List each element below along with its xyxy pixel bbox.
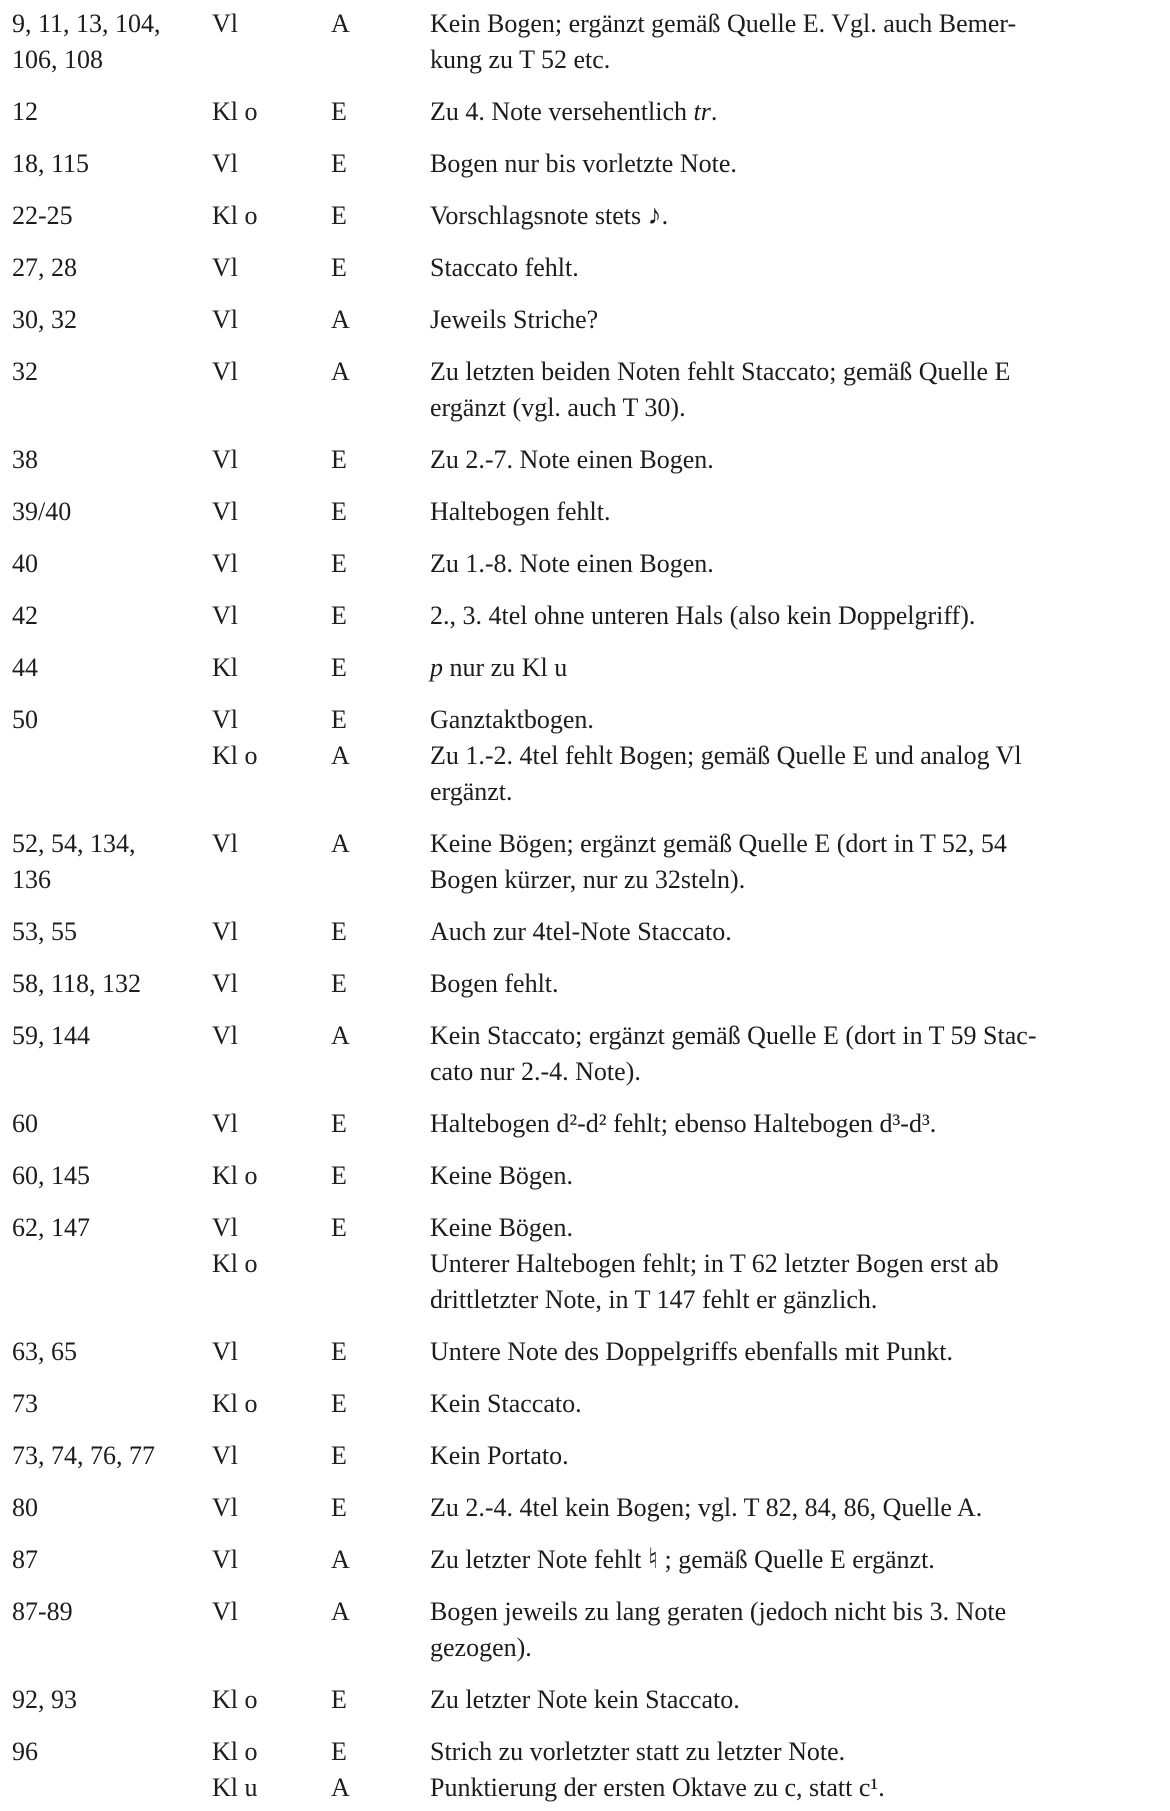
remark-cell — [404, 442, 1146, 478]
remark-line: cato nur 2.-4. Note). — [430, 1057, 641, 1086]
report-row — [0, 966, 1170, 1002]
measure-cell: 53, 55 — [12, 917, 77, 946]
remark-line: ergänzt (vgl. auch T 30). — [430, 393, 686, 422]
instrument-cell: Vl — [212, 253, 238, 282]
source-cell: E — [331, 497, 347, 526]
source-cell: E — [331, 1441, 347, 1470]
source-cell: A — [331, 1021, 350, 1050]
source-cell: E — [331, 1685, 347, 1714]
remark-line: drittletzter Note, in T 147 fehlt er gänzlich. — [430, 1285, 878, 1314]
measure-cell: 63, 65 — [12, 1337, 77, 1366]
remark-line: Haltebogen d²-d² fehlt; ebenso Haltebogen d³-d³. — [430, 1109, 937, 1138]
instrument-cell: Vl — [212, 549, 238, 578]
remark-line: Kein Bogen; ergänzt gemäß Quelle E. Vgl. auch Bemer- — [430, 9, 1017, 38]
source-cell: A — [331, 9, 350, 38]
remark-cell — [404, 1438, 1146, 1474]
instrument-cell: Vl — [212, 1493, 238, 1522]
remark-line — [430, 1542, 1146, 1578]
remark-line: Bogen fehlt. — [430, 969, 559, 998]
measure-cell: 30, 32 — [12, 305, 77, 334]
remark-line: gezogen). — [430, 1633, 532, 1662]
report-row — [0, 826, 1170, 898]
remark-text: ; gemäß Quelle E ergänzt. — [658, 1545, 935, 1574]
remark-cell — [404, 1542, 1146, 1578]
remark-cell — [404, 1682, 1146, 1718]
remark-line: Zu 1.-2. 4tel fehlt Bogen; gemäß Quelle E und analog Vl — [430, 741, 1022, 770]
remark-line: kung zu T 52 etc. — [430, 45, 611, 74]
report-row — [0, 1334, 1170, 1370]
remark-line: Staccato fehlt. — [430, 253, 579, 282]
remark-text: nur zu Kl u — [443, 653, 568, 682]
remark-cell — [404, 1106, 1146, 1142]
remark-line — [430, 650, 1146, 686]
instrument-cell: Vl — [212, 1021, 238, 1050]
measure-cell: 18, 115 — [12, 149, 90, 178]
remark-line: Bogen kürzer, nur zu 32steln). — [430, 865, 746, 894]
remark-line: Haltebogen fehlt. — [430, 497, 611, 526]
source-cell: A — [331, 357, 350, 386]
source-cell: E — [331, 601, 347, 630]
remark-cell — [404, 94, 1146, 130]
source-cell: E A — [331, 705, 350, 770]
remark-line: Bogen jeweils zu lang geraten (jedoch nicht bis 3. Note — [430, 1597, 1007, 1626]
report-row — [0, 442, 1170, 478]
measure-cell: 92, 93 — [12, 1685, 77, 1714]
remark-cell — [404, 650, 1146, 686]
remark-cell — [404, 6, 1146, 78]
remark-cell — [404, 1210, 1146, 1318]
report-row — [0, 1542, 1170, 1578]
source-cell: E — [331, 445, 347, 474]
remark-line: Kein Staccato; ergänzt gemäß Quelle E (dort in T 59 Stac- — [430, 1021, 1037, 1050]
source-cell: E — [331, 1389, 347, 1418]
instrument-cell: Vl — [212, 829, 238, 858]
remark-text: Zu 4. Note versehentlich — [430, 97, 694, 126]
report-row — [0, 1158, 1170, 1194]
source-cell: E — [331, 653, 347, 682]
measure-cell: 22-25 — [12, 201, 73, 230]
remark-line: Kein Portato. — [430, 1441, 569, 1470]
remark-cell — [404, 598, 1146, 634]
source-cell: E — [331, 1213, 347, 1242]
remark-cell — [404, 1594, 1146, 1666]
source-cell: E — [331, 1493, 347, 1522]
instrument-cell: Vl — [212, 1597, 238, 1626]
source-cell: E — [331, 1161, 347, 1190]
source-cell: E — [331, 917, 347, 946]
remark-cell — [404, 250, 1146, 286]
instrument-cell: Kl — [212, 653, 238, 682]
report-row — [0, 354, 1170, 426]
report-row — [0, 702, 1170, 810]
measure-cell: 60, 145 — [12, 1161, 90, 1190]
measure-cell: 38 — [12, 445, 38, 474]
instrument-cell: Vl — [212, 9, 238, 38]
source-cell: A — [331, 305, 350, 334]
measure-cell: 32 — [12, 357, 38, 386]
remark-line: Bogen nur bis vorletzte Note. — [430, 149, 737, 178]
report-row — [0, 598, 1170, 634]
italic-term: p — [430, 653, 443, 682]
report-row — [0, 1594, 1170, 1666]
measure-cell: 44 — [12, 653, 38, 682]
remark-line: Auch zur 4tel-Note Staccato. — [430, 917, 732, 946]
measure-cell: 40 — [12, 549, 38, 578]
remark-line: Kein Staccato. — [430, 1389, 582, 1418]
report-row — [0, 650, 1170, 686]
source-cell: E — [331, 201, 347, 230]
source-cell: A — [331, 1545, 350, 1574]
remark-line: Untere Note des Doppelgriffs ebenfalls mit Punkt. — [430, 1337, 954, 1366]
instrument-cell: Vl — [212, 1545, 238, 1574]
measure-cell: 50 — [12, 705, 38, 734]
remark-line — [430, 94, 1146, 130]
remark-line: Keine Bögen; ergänzt gemäß Quelle E (dort in T 52, 54 — [430, 829, 1007, 858]
instrument-cell: Vl — [212, 969, 238, 998]
italic-term: tr — [693, 97, 711, 126]
report-row — [0, 1210, 1170, 1318]
measure-cell: 73, 74, 76, 77 — [12, 1441, 155, 1470]
measure-cell: 9, 11, 13, 104, 106, 108 — [12, 9, 161, 74]
instrument-cell: Vl — [212, 917, 238, 946]
remark-cell — [404, 1734, 1146, 1806]
remark-cell — [404, 826, 1146, 898]
report-row — [0, 198, 1170, 234]
remark-text: . — [710, 97, 718, 126]
instrument-cell: Vl — [212, 1337, 238, 1366]
report-row — [0, 1106, 1170, 1142]
remark-cell — [404, 914, 1146, 950]
remark-cell — [404, 1018, 1146, 1090]
grace-note-icon: ♪ — [647, 200, 662, 231]
instrument-cell: Vl Kl o — [212, 1213, 258, 1278]
source-cell: E — [331, 253, 347, 282]
source-cell: A — [331, 829, 350, 858]
instrument-cell: Kl o — [212, 97, 258, 126]
remark-cell — [404, 966, 1146, 1002]
report-row — [0, 1018, 1170, 1090]
source-cell: E — [331, 969, 347, 998]
measure-cell: 60 — [12, 1109, 38, 1138]
instrument-cell: Kl o — [212, 1685, 258, 1714]
instrument-cell: Vl Kl o — [212, 705, 258, 770]
remark-line: Unterer Haltebogen fehlt; in T 62 letzter Bogen erst ab — [430, 1249, 999, 1278]
remark-line — [430, 198, 1146, 234]
remark-cell — [404, 702, 1146, 810]
measure-cell: 96 — [12, 1737, 38, 1766]
report-row — [0, 1438, 1170, 1474]
measure-cell: 87 — [12, 1545, 38, 1574]
report-row — [0, 546, 1170, 582]
remark-cell — [404, 302, 1146, 338]
remark-cell — [404, 146, 1146, 182]
instrument-cell: Vl — [212, 149, 238, 178]
instrument-cell: Vl — [212, 445, 238, 474]
instrument-cell: Kl o — [212, 1161, 258, 1190]
measure-cell: 39/40 — [12, 497, 72, 526]
remark-cell — [404, 1386, 1146, 1422]
remark-line: Jeweils Striche? — [430, 305, 599, 334]
source-cell: E — [331, 97, 347, 126]
instrument-cell: Vl — [212, 305, 238, 334]
source-cell: E — [331, 149, 347, 178]
instrument-cell: Vl — [212, 1109, 238, 1138]
report-row — [0, 146, 1170, 182]
remark-cell — [404, 1490, 1146, 1526]
instrument-cell: Vl — [212, 601, 238, 630]
remark-line: Zu letzten beiden Noten fehlt Staccato; gemäß Quelle E — [430, 357, 1011, 386]
report-row — [0, 914, 1170, 950]
remark-line: 2., 3. 4tel ohne unteren Hals (also kein Doppelgriff). — [430, 601, 976, 630]
remark-line: Zu letzter Note kein Staccato. — [430, 1685, 740, 1714]
measure-cell: 62, 147 — [12, 1213, 90, 1242]
remark-cell — [404, 494, 1146, 530]
remark-line: Punktierung der ersten Oktave zu c, statt c¹. — [430, 1773, 885, 1802]
report-row — [0, 250, 1170, 286]
measure-cell: 87-89 — [12, 1597, 73, 1626]
remark-line: Ganztaktbogen. — [430, 705, 594, 734]
measure-cell: 80 — [12, 1493, 38, 1522]
measure-cell: 59, 144 — [12, 1021, 90, 1050]
report-row — [0, 1490, 1170, 1526]
remark-line: Keine Bögen. — [430, 1161, 573, 1190]
remark-line: Zu 2.-7. Note einen Bogen. — [430, 445, 714, 474]
instrument-cell: Kl o — [212, 201, 258, 230]
remark-cell — [404, 546, 1146, 582]
source-cell: E — [331, 1109, 347, 1138]
source-cell: E — [331, 1337, 347, 1366]
remark-line: ergänzt. — [430, 777, 513, 806]
report-row — [0, 1734, 1170, 1806]
measure-cell: 42 — [12, 601, 38, 630]
remark-cell — [404, 1334, 1146, 1370]
measure-cell: 12 — [12, 97, 38, 126]
instrument-cell: Kl o Kl u — [212, 1737, 258, 1802]
report-row — [0, 1682, 1170, 1718]
measure-cell: 27, 28 — [12, 253, 77, 282]
report-row — [0, 94, 1170, 130]
measure-cell: 52, 54, 134, 136 — [12, 829, 136, 894]
critical-report-table — [0, 6, 1170, 1806]
remark-cell — [404, 1158, 1146, 1194]
report-row — [0, 1386, 1170, 1422]
report-row — [0, 302, 1170, 338]
remark-text: . — [661, 201, 669, 230]
instrument-cell: Vl — [212, 1441, 238, 1470]
remark-cell — [404, 198, 1146, 234]
report-row — [0, 494, 1170, 530]
source-cell: E A — [331, 1737, 350, 1802]
remark-cell — [404, 354, 1146, 426]
natural-sign-icon: ♮ — [648, 1544, 659, 1575]
remark-line: Zu 1.-8. Note einen Bogen. — [430, 549, 714, 578]
remark-text: Vorschlagsnote stets — [430, 201, 648, 230]
instrument-cell: Vl — [212, 357, 238, 386]
remark-text: Zu letzter Note fehlt — [430, 1545, 649, 1574]
source-cell: E — [331, 549, 347, 578]
measure-cell: 73 — [12, 1389, 38, 1418]
report-row — [0, 6, 1170, 78]
source-cell: A — [331, 1597, 350, 1626]
remark-line: Strich zu vorletzter statt zu letzter Note. — [430, 1737, 846, 1766]
remark-line: Zu 2.-4. 4tel kein Bogen; vgl. T 82, 84, 86, Quelle A. — [430, 1493, 983, 1522]
instrument-cell: Vl — [212, 497, 238, 526]
remark-line: Keine Bögen. — [430, 1213, 573, 1242]
instrument-cell: Kl o — [212, 1389, 258, 1418]
measure-cell: 58, 118, 132 — [12, 969, 142, 998]
